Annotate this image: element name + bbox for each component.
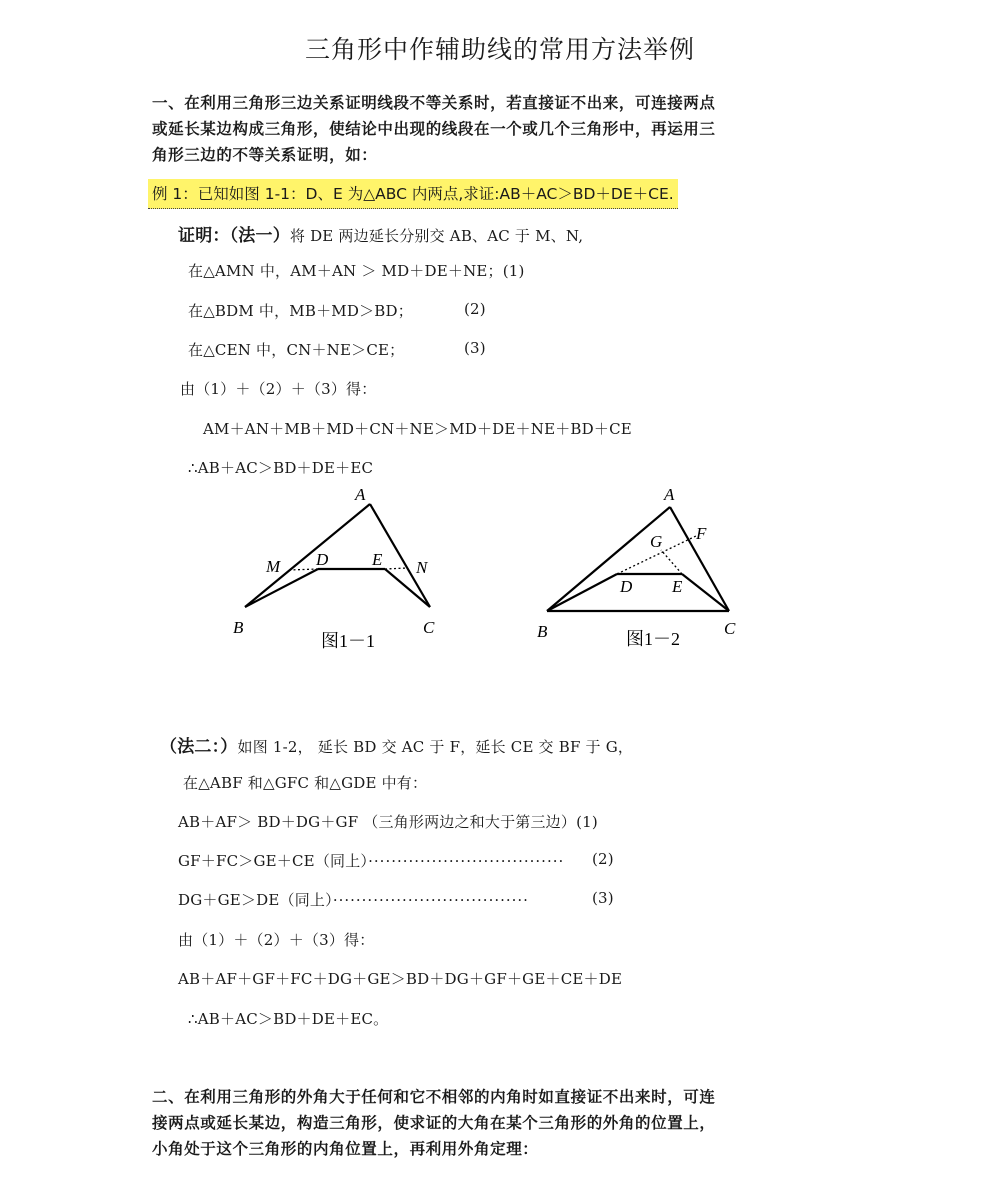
- fig1-label-c: C: [423, 618, 435, 637]
- fig2-label-e: E: [672, 577, 683, 596]
- method1-label: 证明：（法一）: [178, 226, 290, 246]
- method2-combine: 由（1）＋（2）＋（3）得：: [178, 931, 375, 949]
- example1-highlight: 例 1：已知如图 1-1：D、E 为△ABC 内两点,求证:AB＋AC＞BD＋DE＋CE.: [148, 179, 678, 209]
- section1-line-3: 角形三边的不等关系证明，如：: [152, 146, 378, 164]
- fig1-extension-md: [289, 569, 318, 570]
- method2-step-3-text: DG＋GE＞DE（同上）: [178, 891, 333, 909]
- fig1-label-m: M: [266, 557, 281, 576]
- section1-line-2: 或延长某边构成三角形，使结论中出现的线段在一个或几个三角形中，再运用三: [152, 120, 716, 138]
- fig2-label-d: D: [620, 577, 633, 596]
- fig2-side-ab: [547, 507, 670, 611]
- method1-step-2: 在△BDM 中，MB＋MD＞BD；: [188, 302, 413, 320]
- method2-label: （法二：）: [160, 737, 238, 757]
- method2-sum: AB＋AF＋GF＋FC＋DG＋GE＞BD＋DG＋GF＋GE＋CE＋DE: [178, 970, 623, 988]
- method1-step-2-num: (2): [464, 300, 486, 318]
- method2-step-3: [178, 889, 529, 910]
- fig1-label-d: D: [316, 550, 329, 569]
- fig2-extension-eg: [661, 550, 682, 574]
- method1-step-3: 在△CEN 中，CN＋NE＞CE；: [188, 341, 405, 359]
- fig1-side-ab: [245, 504, 370, 607]
- fig1-label-a: A: [355, 485, 366, 504]
- method2-step-2-num: (2): [592, 850, 614, 868]
- figure-1-2: [537, 485, 736, 649]
- fig2-label-b: B: [537, 622, 548, 641]
- method2-conclusion: ∴AB＋AC＞BD＋DE＋EC。: [188, 1010, 389, 1028]
- fig1-segment-bd: [245, 569, 318, 607]
- section2-line-3: 小角处于这个三角形的内角位置上，再利用外角定理：: [152, 1140, 539, 1158]
- method1-conclusion: ∴AB＋AC＞BD＋DE＋EC: [188, 459, 374, 477]
- method2-step-3-dots: ··································: [332, 891, 529, 909]
- fig2-segment-ec: [682, 574, 729, 611]
- page-title: 三角形中作辅助线的常用方法举例: [304, 35, 695, 64]
- section2-line-1: 二、在利用三角形的外角大于任何和它不相邻的内角时如直接证不出来时，可连: [152, 1088, 716, 1106]
- method2-intro: 如图 1-2， 延长 BD 交 AC 于 F，延长 CE 交 BF 于 G，: [237, 738, 634, 756]
- method2-context: 在△ABF 和△GFC 和△GDE 中有：: [183, 774, 428, 792]
- section2-line-2: 接两点或延长某边，构造三角形，使求证的大角在某个三角形的外角的位置上，: [152, 1114, 716, 1132]
- fig2-label-g: G: [650, 532, 663, 551]
- fig1-label-n: N: [416, 558, 428, 577]
- method1-combine: 由（1）＋（2）＋（3）得：: [180, 380, 377, 398]
- fig1-label-b: B: [233, 618, 244, 637]
- method2-step-2-dots: ··································: [368, 852, 565, 870]
- fig1-caption: 图1－1: [321, 631, 375, 651]
- figure-1-1: [233, 485, 435, 651]
- method1-intro: 将 DE 两边延长分别交 AB、AC 于 M、N,: [289, 227, 584, 245]
- fig1-extension-en: [385, 568, 407, 569]
- method2-step-2: [178, 850, 564, 871]
- method2-step-2-text: GF＋FC＞GE＋CE（同上）: [178, 852, 369, 870]
- method2-step-1: AB＋AF＞ BD＋DG＋GF （三角形两边之和大于第三边）(1): [178, 813, 598, 831]
- fig1-label-e: E: [372, 550, 383, 569]
- method1-step-3-num: (3): [464, 339, 486, 357]
- method2-heading: [160, 732, 633, 757]
- method2-step-3-num: (3): [592, 889, 614, 907]
- fig2-segment-bd: [547, 574, 617, 611]
- fig2-caption: 图1－2: [626, 629, 680, 649]
- fig2-label-c: C: [724, 619, 736, 638]
- section1-line-1: 一、在利用三角形三边关系证明线段不等关系时，若直接证不出来，可连接两点: [152, 94, 716, 112]
- fig2-label-a: A: [664, 485, 675, 504]
- method1-sum: AM＋AN＋MB＋MD＋CN＋NE＞MD＋DE＋NE＋BD＋CE: [203, 420, 632, 438]
- fig2-label-f: F: [696, 524, 707, 543]
- method1-step-1: 在△AMN 中，AM＋AN ＞ MD＋DE＋NE；(1): [188, 262, 525, 280]
